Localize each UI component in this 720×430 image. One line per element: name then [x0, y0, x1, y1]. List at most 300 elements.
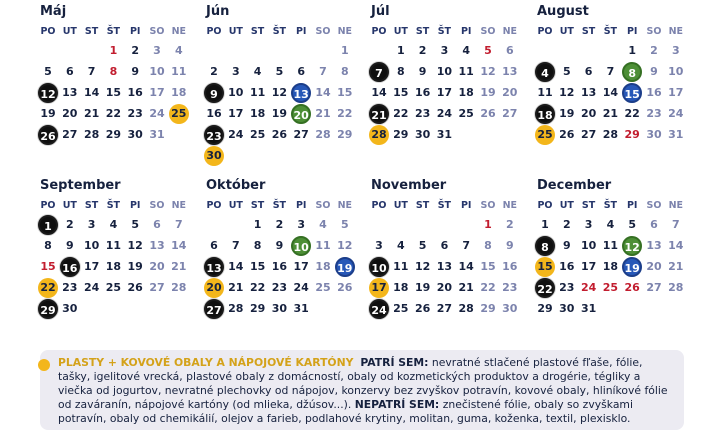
calendar-day: 24 [436, 107, 453, 120]
weekday-header: ŠT [272, 26, 287, 37]
calendar-day: 11 [105, 239, 122, 252]
month-name: Máj [40, 4, 67, 19]
weekday-header: PI [129, 26, 141, 37]
calendar-day: 16 [127, 86, 143, 99]
calendar-day: 19 [414, 281, 431, 294]
calendar-day: 24 [580, 281, 597, 294]
weekday-header: UT [228, 200, 243, 211]
calendar-day: 21 [602, 107, 619, 120]
calendar-day: 24 [149, 107, 165, 120]
calendar-day: 5 [562, 65, 571, 78]
calendar-day: 15 [105, 86, 122, 99]
calendar-day: 9 [418, 65, 427, 78]
weekday-header: UT [393, 200, 408, 211]
legend-heading: PLASTY + KOVOVÉ OBALY A NÁPOJOVÉ KARTÓNY [58, 356, 354, 369]
pickup-day-black: 4 [535, 62, 555, 82]
calendar-day: 4 [606, 218, 615, 231]
pickup-day-blue: 13 [291, 83, 311, 103]
calendar-day: 11 [537, 86, 553, 99]
calendar-day: 11 [249, 86, 266, 99]
calendar-day: 2 [418, 44, 427, 57]
calendar-day: 18 [105, 260, 122, 273]
weekday-header: PO [40, 200, 56, 211]
pickup-day-black: 16 [60, 257, 80, 277]
pickup-day-black: 7 [369, 62, 389, 82]
calendar-day: 26 [559, 128, 575, 141]
calendar-day: 16 [559, 260, 575, 273]
calendar-day: 2 [275, 218, 284, 231]
calendar-day: 13 [436, 260, 453, 273]
calendar-day: 17 [436, 86, 453, 99]
pickup-day-yellow: 25 [535, 125, 555, 145]
calendar-day: 3 [297, 218, 306, 231]
weekday-header: UT [228, 26, 243, 37]
calendar-day: 18 [249, 107, 266, 120]
calendar-day: 28 [171, 281, 187, 294]
calendar-day: 24 [83, 281, 100, 294]
pickup-day-black: 26 [38, 125, 58, 145]
weekday-header: PI [626, 200, 638, 211]
calendar-day: 23 [646, 107, 662, 120]
calendar-day: 15 [40, 260, 56, 273]
legend-box [40, 350, 684, 430]
calendar-day: 9 [65, 239, 74, 252]
calendar-day: 19 [40, 107, 56, 120]
weekday-header: NE [171, 26, 187, 37]
calendar-day: 23 [414, 107, 431, 120]
calendar-day: 25 [393, 302, 409, 315]
month-name: Október [206, 178, 266, 193]
calendar-day: 5 [418, 239, 427, 252]
weekday-header: SO [315, 200, 331, 211]
calendar-day: 29 [337, 128, 353, 141]
calendar-day: 27 [502, 107, 518, 120]
calendar-day: 16 [271, 260, 288, 273]
calendar-day: 1 [541, 218, 549, 231]
calendar-day: 28 [668, 281, 684, 294]
calendar-day: 15 [480, 260, 496, 273]
weekday-header: UT [62, 26, 77, 37]
pickup-day-black: 12 [38, 83, 58, 103]
calendar-day: 1 [109, 44, 118, 57]
calendar-day: 16 [206, 107, 222, 120]
calendar-day: 26 [624, 281, 640, 294]
pickup-day-black: 13 [204, 257, 224, 277]
calendar-day: 12 [271, 86, 288, 99]
calendar-day: 18 [315, 260, 331, 273]
calendar-day: 3 [440, 44, 449, 57]
weekday-header: ST [581, 26, 596, 37]
calendar-day: 31 [293, 302, 309, 315]
weekday-header: PI [129, 200, 141, 211]
calendar-day: 25 [602, 281, 619, 294]
weekday-header: ŠT [272, 200, 287, 211]
calendar-day: 14 [228, 260, 244, 273]
pickup-day-black: 22 [535, 278, 555, 298]
calendar-day: 5 [484, 44, 492, 57]
calendar-day: 2 [210, 65, 218, 78]
calendar-day: 21 [83, 107, 100, 120]
calendar-day: 30 [414, 128, 431, 141]
calendar-day: 17 [580, 260, 597, 273]
pickup-day-yellow: 28 [369, 125, 389, 145]
calendar-day: 17 [228, 107, 244, 120]
calendar-day: 9 [131, 65, 140, 78]
calendar-day: 6 [440, 239, 449, 252]
calendar-day: 22 [393, 107, 409, 120]
calendar-day: 26 [414, 302, 431, 315]
month-name: Júl [371, 4, 390, 19]
calendar-day: 14 [458, 260, 474, 273]
calendar-day: 3 [87, 218, 96, 231]
pickup-day-black: 29 [38, 299, 58, 319]
calendar-day: 6 [584, 65, 593, 78]
month-name: Jún [206, 4, 230, 19]
calendar-day: 19 [480, 86, 496, 99]
pickup-day-green: 20 [291, 104, 311, 124]
calendar-day: 26 [480, 107, 496, 120]
calendar-day: 2 [65, 218, 74, 231]
pickup-day-blue: 19 [622, 257, 642, 277]
weekday-header: ŠT [603, 200, 618, 211]
calendar-day: 24 [293, 281, 309, 294]
pickup-day-blue: 19 [335, 257, 355, 277]
pickup-day-black: 9 [204, 83, 224, 103]
calendar-day: 10 [436, 65, 453, 78]
weekday-header: NE [668, 200, 684, 211]
weekday-header: ŠT [106, 200, 121, 211]
legend-nepatri-text: znečistené fólie, obaly so zvyškami potravín, obaly od chemikálií, olejov a farieb, podlahové krytiny, molitan, guma, koženka, textil, plexisklo. [58, 398, 633, 425]
calendar-day: 28 [602, 128, 619, 141]
calendar-day: 9 [505, 239, 514, 252]
pickup-day-black: 21 [369, 104, 389, 124]
calendar-day: 15 [393, 86, 409, 99]
calendar-day: 17 [83, 260, 100, 273]
weekday-header: UT [62, 200, 77, 211]
weekday-header: NE [337, 200, 353, 211]
calendar-day: 3 [375, 239, 383, 252]
calendar-day: 18 [393, 281, 409, 294]
legend-patri-label: PATRÍ SEM: [360, 356, 429, 369]
calendar-day: 5 [628, 218, 637, 231]
calendar-day: 12 [414, 260, 431, 273]
calendar-day: 6 [153, 218, 161, 231]
calendar-day: 21 [668, 260, 684, 273]
calendar-day: 27 [62, 128, 78, 141]
calendar-day: 5 [131, 218, 140, 231]
calendar-day: 22 [624, 107, 640, 120]
calendar-day: 11 [393, 260, 409, 273]
weekday-header: PI [295, 200, 307, 211]
calendar-day: 1 [340, 44, 349, 57]
calendar-day: 17 [668, 86, 684, 99]
calendar-day: 7 [87, 65, 96, 78]
calendar-day: 6 [505, 44, 514, 57]
pickup-day-yellow: 25 [169, 104, 189, 124]
calendar-day: 29 [105, 128, 122, 141]
pickup-day-black: 18 [535, 104, 555, 124]
calendar-day: 7 [319, 65, 327, 78]
weekday-header: ŠT [603, 26, 618, 37]
weekday-header: PO [40, 26, 56, 37]
calendar-day: 20 [149, 260, 165, 273]
weekday-header: NE [668, 26, 684, 37]
calendar-day: 17 [149, 86, 165, 99]
weekday-header: PI [460, 26, 472, 37]
calendar-day: 29 [624, 128, 640, 141]
calendar-day: 13 [502, 65, 518, 78]
pickup-day-yellow: 17 [369, 278, 389, 298]
calendar-day: 28 [315, 128, 331, 141]
weekday-header: ST [415, 200, 430, 211]
calendar-day: 14 [171, 239, 187, 252]
weekday-header: ST [250, 200, 265, 211]
calendar-day: 19 [271, 107, 288, 120]
weekday-header: SO [480, 200, 496, 211]
pickup-day-green: 8 [622, 62, 642, 82]
weekday-header: ST [84, 200, 99, 211]
pickup-day-blue: 15 [622, 83, 642, 103]
calendar-day: 20 [62, 107, 78, 120]
pickup-day-green: 10 [291, 236, 311, 256]
month-name: November [371, 178, 447, 193]
calendar-day: 29 [393, 128, 409, 141]
pickup-day-yellow: 15 [535, 257, 555, 277]
calendar-day: 14 [83, 86, 100, 99]
calendar-day: 21 [458, 281, 474, 294]
calendar-day: 11 [315, 239, 331, 252]
calendar-day: 25 [105, 281, 122, 294]
weekday-header: PO [206, 26, 222, 37]
calendar-day: 11 [458, 65, 474, 78]
calendar-day: 6 [297, 65, 306, 78]
calendar-day: 4 [462, 44, 471, 57]
calendar-day: 8 [340, 65, 349, 78]
calendar-day: 23 [271, 281, 288, 294]
calendar-day: 20 [646, 260, 662, 273]
calendar-day: 23 [559, 281, 575, 294]
calendar-day: 20 [502, 86, 518, 99]
calendar-day: 30 [271, 302, 288, 315]
pickup-day-black: 27 [204, 299, 224, 319]
calendar-day: 23 [62, 281, 78, 294]
calendar-day: 1 [396, 44, 405, 57]
calendar-day: 27 [646, 281, 662, 294]
calendar-day: 3 [231, 65, 240, 78]
calendar-day: 14 [315, 86, 331, 99]
weekday-header: PI [460, 200, 472, 211]
calendar-day: 22 [480, 281, 496, 294]
weekday-header: ST [415, 26, 430, 37]
weekday-header: SO [149, 26, 165, 37]
calendar-day: 18 [171, 86, 187, 99]
calendar-day: 30 [502, 302, 518, 315]
calendar-day: 24 [228, 128, 244, 141]
calendar-day: 27 [436, 302, 453, 315]
pickup-day-black: 1 [38, 215, 58, 235]
calendar-day: 29 [537, 302, 553, 315]
weekday-header: UT [559, 200, 574, 211]
calendar-day: 28 [83, 128, 100, 141]
calendar-day: 31 [436, 128, 453, 141]
weekday-header: PO [371, 26, 387, 37]
pickup-day-yellow: 22 [38, 278, 58, 298]
calendar-day: 8 [109, 65, 118, 78]
calendar-day: 26 [127, 281, 143, 294]
calendar-day: 22 [249, 281, 266, 294]
calendar-day: 30 [559, 302, 575, 315]
weekday-header: PO [537, 200, 553, 211]
pickup-day-black: 24 [369, 299, 389, 319]
month-name: September [40, 178, 121, 193]
legend-nepatri-label: NEPATRÍ SEM: [354, 398, 440, 411]
calendar-day: 14 [668, 239, 684, 252]
weekday-header: PI [295, 26, 307, 37]
calendar-day: 27 [580, 128, 597, 141]
calendar-day: 5 [44, 65, 52, 78]
calendar-day: 28 [458, 302, 474, 315]
weekday-header: ŠT [437, 26, 452, 37]
weekday-header: ST [250, 26, 265, 37]
calendar-day: 4 [319, 218, 327, 231]
calendar-day: 2 [562, 218, 571, 231]
weekday-header: PO [371, 200, 387, 211]
pickup-day-black: 8 [535, 236, 555, 256]
calendar-day: 10 [149, 65, 165, 78]
calendar-day: 27 [149, 281, 165, 294]
calendar-day: 4 [396, 239, 405, 252]
calendar-day: 5 [340, 218, 349, 231]
legend-patri-text: nevratné stlačené plastové fľaše, fólie, tašky, igelitové vrecká, plastové obaly z domácností, obaly od kozmetických produktov a drogérie, tégliky a viečka od jogurtov, nevratné plechovky od nápojov, konzervy bez zvyškov potravín, kovové obaly, hliníkové fólie od zaváranín, nápojové kartóny (od mlieka, džúsov...). [58, 356, 668, 411]
weekday-header: UT [393, 26, 408, 37]
calendar-day: 20 [580, 107, 597, 120]
calendar-day: 3 [153, 44, 161, 57]
calendar-day: 9 [650, 65, 658, 78]
calendar-day: 31 [668, 128, 684, 141]
calendar-day: 12 [480, 65, 496, 78]
calendar-day: 4 [253, 65, 262, 78]
calendar-day: 8 [253, 239, 262, 252]
calendar-day: 8 [396, 65, 405, 78]
calendar-day: 6 [65, 65, 74, 78]
calendar-day: 12 [127, 239, 143, 252]
calendar-day: 11 [602, 239, 619, 252]
calendar-day: 15 [337, 86, 353, 99]
calendar-day: 25 [315, 281, 331, 294]
calendar-day: 14 [602, 86, 619, 99]
calendar-day: 12 [337, 239, 353, 252]
calendar-day: 24 [668, 107, 684, 120]
calendar-day: 26 [337, 281, 353, 294]
weekday-header: SO [315, 26, 331, 37]
calendar-day: 26 [271, 128, 288, 141]
calendar-day: 7 [462, 239, 471, 252]
weekday-header: PO [206, 200, 222, 211]
pickup-day-yellow: 20 [204, 278, 224, 298]
calendar-day: 22 [105, 107, 122, 120]
weekday-header: ST [581, 200, 596, 211]
calendar-day: 5 [275, 65, 284, 78]
calendar-day: 18 [602, 260, 619, 273]
weekday-header: SO [646, 26, 662, 37]
pickup-day-black: 23 [204, 125, 224, 145]
calendar-day: 30 [62, 302, 78, 315]
calendar-day: 2 [505, 218, 514, 231]
weekday-header: ŠT [437, 200, 452, 211]
calendar-day: 28 [228, 302, 244, 315]
calendar-day: 7 [231, 239, 240, 252]
calendar-day: 29 [480, 302, 496, 315]
calendar-day: 4 [109, 218, 118, 231]
calendar-day: 13 [580, 86, 597, 99]
calendar-day: 21 [228, 281, 244, 294]
calendar-day: 30 [127, 128, 143, 141]
month-name: December [537, 178, 612, 193]
weekday-header: PI [626, 26, 638, 37]
weekday-header: NE [502, 26, 518, 37]
calendar-day: 10 [668, 65, 684, 78]
calendar-day: 21 [315, 107, 331, 120]
calendar-day: 29 [249, 302, 266, 315]
calendar-day: 19 [127, 260, 143, 273]
weekday-header: SO [646, 200, 662, 211]
calendar-day: 9 [275, 239, 284, 252]
calendar-day: 1 [253, 218, 262, 231]
calendar-day: 25 [249, 128, 266, 141]
calendar-day: 21 [171, 260, 187, 273]
yellow-bin-dot-icon [38, 359, 50, 371]
calendar-day: 10 [228, 86, 244, 99]
weekday-header: NE [337, 26, 353, 37]
calendar-day: 7 [671, 218, 680, 231]
weekday-header: SO [480, 26, 496, 37]
calendar-day: 1 [628, 44, 637, 57]
calendar-day: 8 [484, 239, 492, 252]
calendar-day: 6 [210, 239, 218, 252]
calendar-day: 20 [436, 281, 453, 294]
pickup-day-black: 10 [369, 257, 389, 277]
calendar-day: 2 [131, 44, 140, 57]
calendar-day: 15 [249, 260, 266, 273]
calendar-day: 18 [458, 86, 474, 99]
calendar-day: 19 [559, 107, 575, 120]
pickup-day-green: 12 [622, 236, 642, 256]
calendar-day: 14 [371, 86, 387, 99]
calendar-day: 16 [414, 86, 431, 99]
calendar-day: 3 [584, 218, 593, 231]
weekday-header: ST [84, 26, 99, 37]
calendar-day: 10 [580, 239, 597, 252]
calendar-day: 31 [149, 128, 165, 141]
legend-text [58, 356, 676, 426]
calendar-day: 16 [502, 260, 518, 273]
pickup-day-yellow: 30 [204, 146, 224, 166]
calendar-day: 25 [458, 107, 474, 120]
calendar-day: 4 [174, 44, 183, 57]
calendar-day: 1 [484, 218, 492, 231]
calendar-day: 12 [559, 86, 575, 99]
calendar-day: 10 [83, 239, 100, 252]
month-name: August [537, 4, 589, 19]
calendar-day: 7 [606, 65, 615, 78]
calendar-day: 13 [149, 239, 165, 252]
calendar-day: 2 [650, 44, 658, 57]
calendar-day: 7 [174, 218, 183, 231]
calendar-day: 22 [337, 107, 353, 120]
calendar-day: 30 [646, 128, 662, 141]
weekday-header: ŠT [106, 26, 121, 37]
weekday-header: PO [537, 26, 553, 37]
